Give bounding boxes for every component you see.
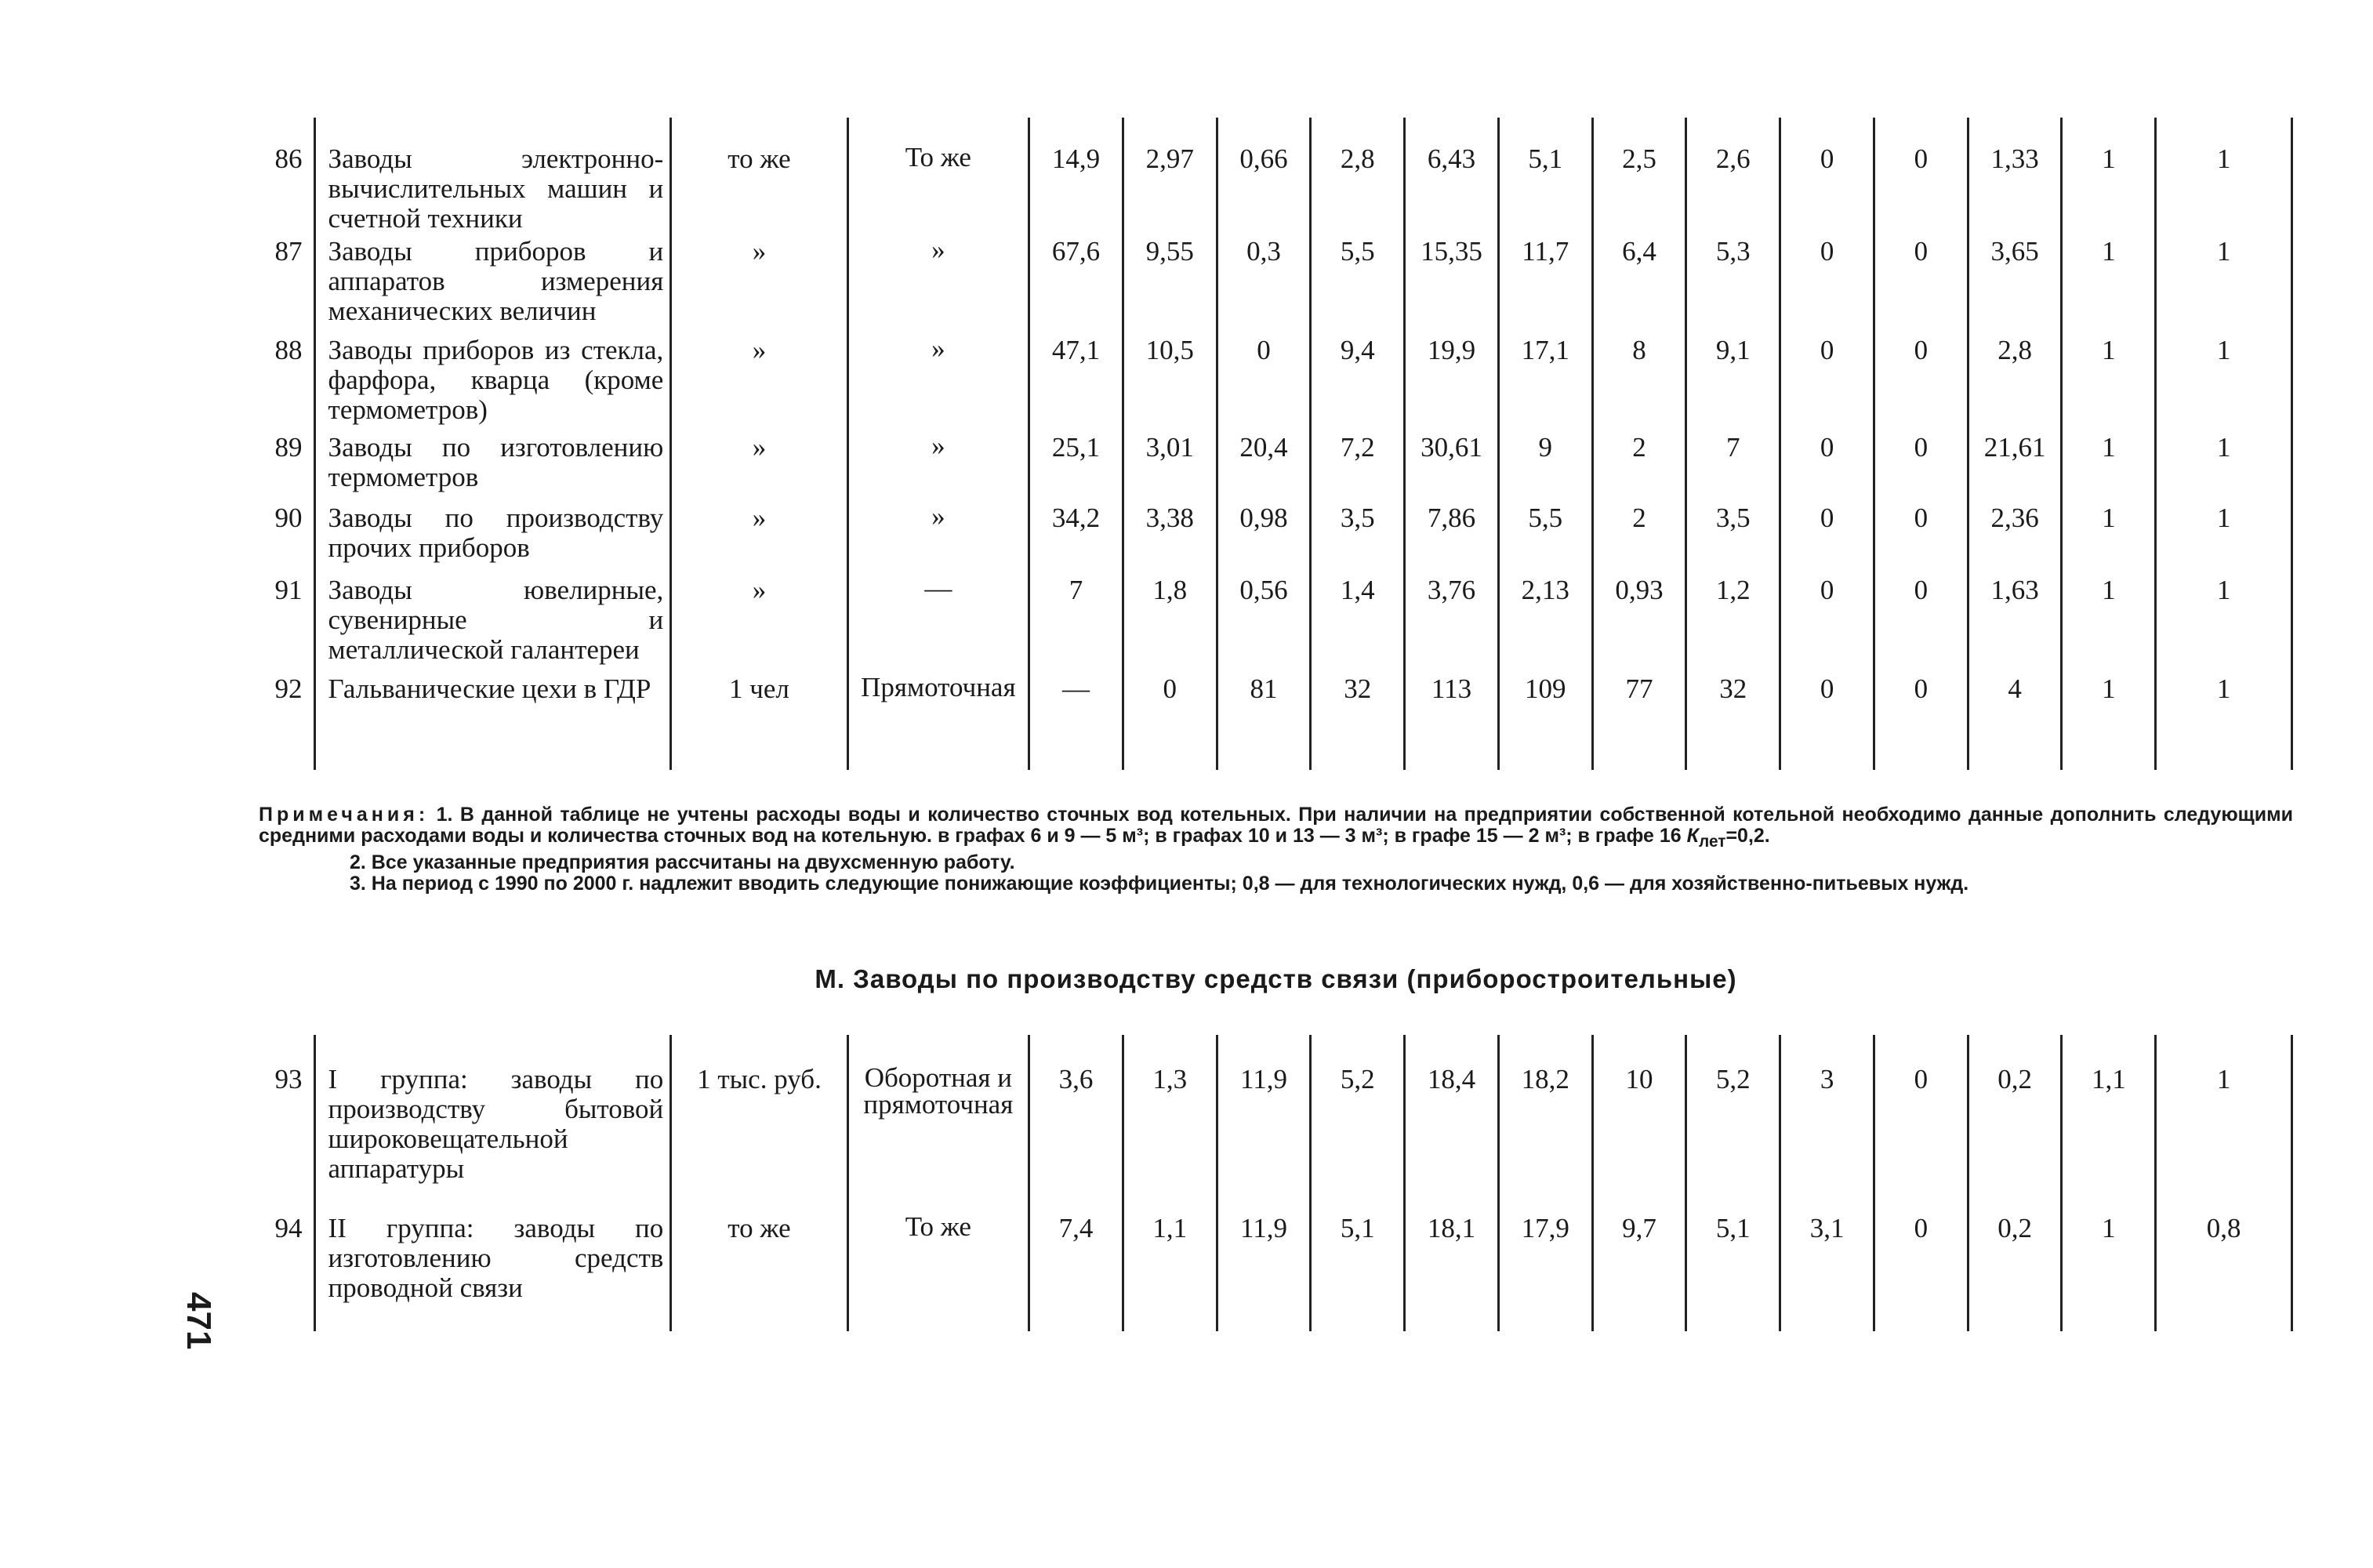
cell-c9: 0 [1780,575,1874,674]
cell-c6: 2,13 [1498,575,1592,674]
cell-c6: 11,7 [1498,237,1592,336]
table-body [259,118,2292,770]
cell-c4: 5,2 [1311,1035,1405,1214]
cell-c1: 14,9 [1029,118,1123,237]
cell-no: 88 [274,336,303,365]
note-1 [259,804,2293,852]
cell-c12: 1 [2062,336,2156,433]
cell-system: — [847,575,1029,674]
table-body [259,1035,2292,1331]
cell-c12: 1 [2062,237,2156,336]
cell-c3: 0,3 [1217,237,1311,336]
cell-c3: 0,98 [1217,503,1311,575]
cell-c8: 7 [1686,433,1780,503]
cell-c7: 0,93 [1592,575,1686,674]
cell-c5: 6,43 [1405,118,1499,237]
cell-name: Заводы приборов из стекла, фарфора, кварца (кроме термометров) [314,336,671,433]
cell-c5: 18,1 [1405,1214,1499,1331]
cell-name: Заводы электронно-вычислительных машин и счетной техники [314,118,671,237]
cell-c1: 34,2 [1029,503,1123,575]
table-row [259,237,2292,336]
water-consumption-table-top [259,118,2293,770]
cell-c9: 3,1 [1780,1214,1874,1331]
cell-c3: 20,4 [1217,433,1311,503]
table-notes [259,804,2293,895]
cell-name: II группа: заводы по изготовлению средств проводной связи [314,1214,671,1331]
cell-c13: 1 [2156,433,2292,503]
cell-c6: 5,1 [1498,118,1592,237]
table-row [259,118,2292,237]
cell-c6: 109 [1498,674,1592,770]
cell-c13: 0,8 [2156,1214,2292,1331]
cell-c4: 3,5 [1311,503,1405,575]
cell-system: Прямоточная [847,674,1029,770]
cell-unit: то же [671,118,847,237]
k-symbol: К [1686,825,1699,847]
table-row [259,575,2292,674]
cell-c4: 5,1 [1311,1214,1405,1331]
cell-c6: 17,9 [1498,1214,1592,1331]
cell-c11: 1,63 [1968,575,2062,674]
cell-c11: 2,36 [1968,503,2062,575]
k-value: =0,2. [1725,825,1770,847]
cell-name: Гальванические цехи в ГДР [314,674,671,770]
cell-c4: 2,8 [1311,118,1405,237]
page-number: 471 [180,1292,218,1350]
cell-c4: 32 [1311,674,1405,770]
cell-c4: 9,4 [1311,336,1405,433]
cell-c8: 9,1 [1686,336,1780,433]
cell-system: » [847,237,1029,336]
k-subscript: лет [1698,833,1726,851]
cell-c13: 1 [2156,118,2292,237]
cell-c10: 0 [1874,237,1968,336]
cell-c1: 47,1 [1029,336,1123,433]
cell-system: » [847,336,1029,433]
cell-c8: 5,2 [1686,1035,1780,1214]
cell-c9: 3 [1780,1035,1874,1214]
cell-c10: 0 [1874,575,1968,674]
cell-system: То же [847,1214,1029,1331]
cell-no: 87 [274,237,303,267]
cell-c8: 1,2 [1686,575,1780,674]
cell-unit: 1 чел [671,674,847,770]
cell-system: То же [847,118,1029,237]
cell-c9: 0 [1780,237,1874,336]
cell-c3: 81 [1217,674,1311,770]
cell-c13: 1 [2156,237,2292,336]
cell-c13: 1 [2156,1035,2292,1214]
cell-unit: » [671,575,847,674]
cell-c1: 7 [1029,575,1123,674]
cell-c13: 1 [2156,674,2292,770]
cell-c12: 1,1 [2062,1035,2156,1214]
cell-c3: 0,66 [1217,118,1311,237]
cell-c3: 0 [1217,336,1311,433]
cell-c6: 5,5 [1498,503,1592,575]
cell-c6: 17,1 [1498,336,1592,433]
cell-c9: 0 [1780,503,1874,575]
cell-unit: » [671,433,847,503]
cell-c5: 18,4 [1405,1035,1499,1214]
cell-unit: » [671,237,847,336]
cell-c5: 3,76 [1405,575,1499,674]
cell-c1: 7,4 [1029,1214,1123,1331]
cell-c11: 1,33 [1968,118,2062,237]
cell-no: 86 [274,143,303,174]
cell-c11: 2,8 [1968,336,2062,433]
cell-c8: 2,6 [1686,118,1780,237]
cell-c1: 67,6 [1029,237,1123,336]
cell-c2: 3,01 [1123,433,1217,503]
cell-c12: 1 [2062,118,2156,237]
cell-c8: 5,1 [1686,1214,1780,1331]
cell-c4: 7,2 [1311,433,1405,503]
cell-c12: 1 [2062,1214,2156,1331]
cell-c2: 1,3 [1123,1035,1217,1214]
cell-system: » [847,503,1029,575]
notes-lead: Примечания: [259,804,430,826]
cell-c11: 21,61 [1968,433,2062,503]
cell-no: 90 [274,503,303,533]
cell-unit: » [671,336,847,433]
cell-c3: 0,56 [1217,575,1311,674]
table-row [259,674,2292,770]
cell-c10: 0 [1874,503,1968,575]
cell-c13: 1 [2156,336,2292,433]
cell-c5: 19,9 [1405,336,1499,433]
cell-c9: 0 [1780,433,1874,503]
cell-c9: 0 [1780,336,1874,433]
section-title: М. Заводы по производству средств связи (приборостроительные) [815,964,1737,993]
cell-c11: 0,2 [1968,1035,2062,1214]
cell-c7: 6,4 [1592,237,1686,336]
cell-c2: 2,97 [1123,118,1217,237]
cell-c4: 5,5 [1311,237,1405,336]
cell-c5: 15,35 [1405,237,1499,336]
note-3: 3. На период с 1990 по 2000 г. надлежит вводить следующие понижающие коэффициенты; 0,8 — для технологических нужд, 0,6 — для хозяйственно-питьевых нужд. [350,873,1969,895]
cell-c3: 11,9 [1217,1035,1311,1214]
cell-system: Оборотная и прямоточная [847,1035,1029,1214]
cell-c2: 1,8 [1123,575,1217,674]
table-row [259,336,2292,433]
cell-c8: 5,3 [1686,237,1780,336]
cell-c9: 0 [1780,674,1874,770]
cell-unit: 1 тыс. руб. [671,1035,847,1214]
cell-c7: 2,5 [1592,118,1686,237]
cell-c12: 1 [2062,674,2156,770]
cell-c8: 3,5 [1686,503,1780,575]
cell-no: 89 [274,433,303,463]
cell-unit: » [671,503,847,575]
cell-c5: 30,61 [1405,433,1499,503]
table-row [259,1035,2292,1214]
cell-c10: 0 [1874,433,1968,503]
cell-c7: 10 [1592,1035,1686,1214]
cell-c12: 1 [2062,575,2156,674]
table-row [259,1214,2292,1331]
cell-c10: 0 [1874,336,1968,433]
cell-c5: 7,86 [1405,503,1499,575]
water-consumption-table-bottom [259,1035,2293,1331]
cell-c7: 9,7 [1592,1214,1686,1331]
cell-c12: 1 [2062,503,2156,575]
cell-c10: 0 [1874,118,1968,237]
cell-c7: 2 [1592,433,1686,503]
cell-c10: 0 [1874,1214,1968,1331]
cell-c7: 8 [1592,336,1686,433]
cell-c11: 3,65 [1968,237,2062,336]
cell-c11: 4 [1968,674,2062,770]
cell-c2: 3,38 [1123,503,1217,575]
cell-name: I группа: заводы по производству бытовой широковещательной аппаратуры [314,1035,671,1214]
cell-c5: 113 [1405,674,1499,770]
cell-c1: 25,1 [1029,433,1123,503]
cell-name: Заводы по производству прочих приборов [314,503,671,575]
note-2: 2. Все указанные предприятия рассчитаны на двухсменную работу. [350,851,1015,873]
cell-c1: 3,6 [1029,1035,1123,1214]
cell-c13: 1 [2156,575,2292,674]
cell-c2: 10,5 [1123,336,1217,433]
cell-c10: 0 [1874,1035,1968,1214]
cell-c8: 32 [1686,674,1780,770]
cell-system: » [847,433,1029,503]
cell-c6: 9 [1498,433,1592,503]
note-1-text: 1. В данной таблице не учтены расходы воды и количество сточных вод котельных. При наличии на предприятии собственной котельной необходимо данные дополнить следующими средними расходами воды и количества сточных вод на котельную. в графах 6 и 9 — 5 м³; в графах 10 и 13 — 3 м³; в графе 15 — 2 м³; в графе 16 [259,804,2293,847]
cell-c1: — [1029,674,1123,770]
cell-no: 94 [274,1214,303,1243]
cell-c3: 11,9 [1217,1214,1311,1331]
cell-name: Заводы по изготовлению термометров [314,433,671,503]
cell-c10: 0 [1874,674,1968,770]
cell-c13: 1 [2156,503,2292,575]
table-row [259,433,2292,503]
cell-c4: 1,4 [1311,575,1405,674]
cell-c6: 18,2 [1498,1035,1592,1214]
cell-c11: 0,2 [1968,1214,2062,1331]
cell-unit: то же [671,1214,847,1331]
table-row [259,503,2292,575]
cell-c2: 9,55 [1123,237,1217,336]
cell-c2: 1,1 [1123,1214,1217,1331]
cell-no: 92 [274,674,303,704]
cell-c7: 2 [1592,503,1686,575]
cell-c9: 0 [1780,118,1874,237]
cell-name: Заводы ювелирные, сувенирные и металлической галантереи [314,575,671,674]
cell-no: 93 [274,1064,303,1094]
cell-name: Заводы приборов и аппаратов измерения механических величин [314,237,671,336]
cell-c2: 0 [1123,674,1217,770]
cell-no: 91 [274,575,303,605]
cell-c7: 77 [1592,674,1686,770]
cell-c12: 1 [2062,433,2156,503]
